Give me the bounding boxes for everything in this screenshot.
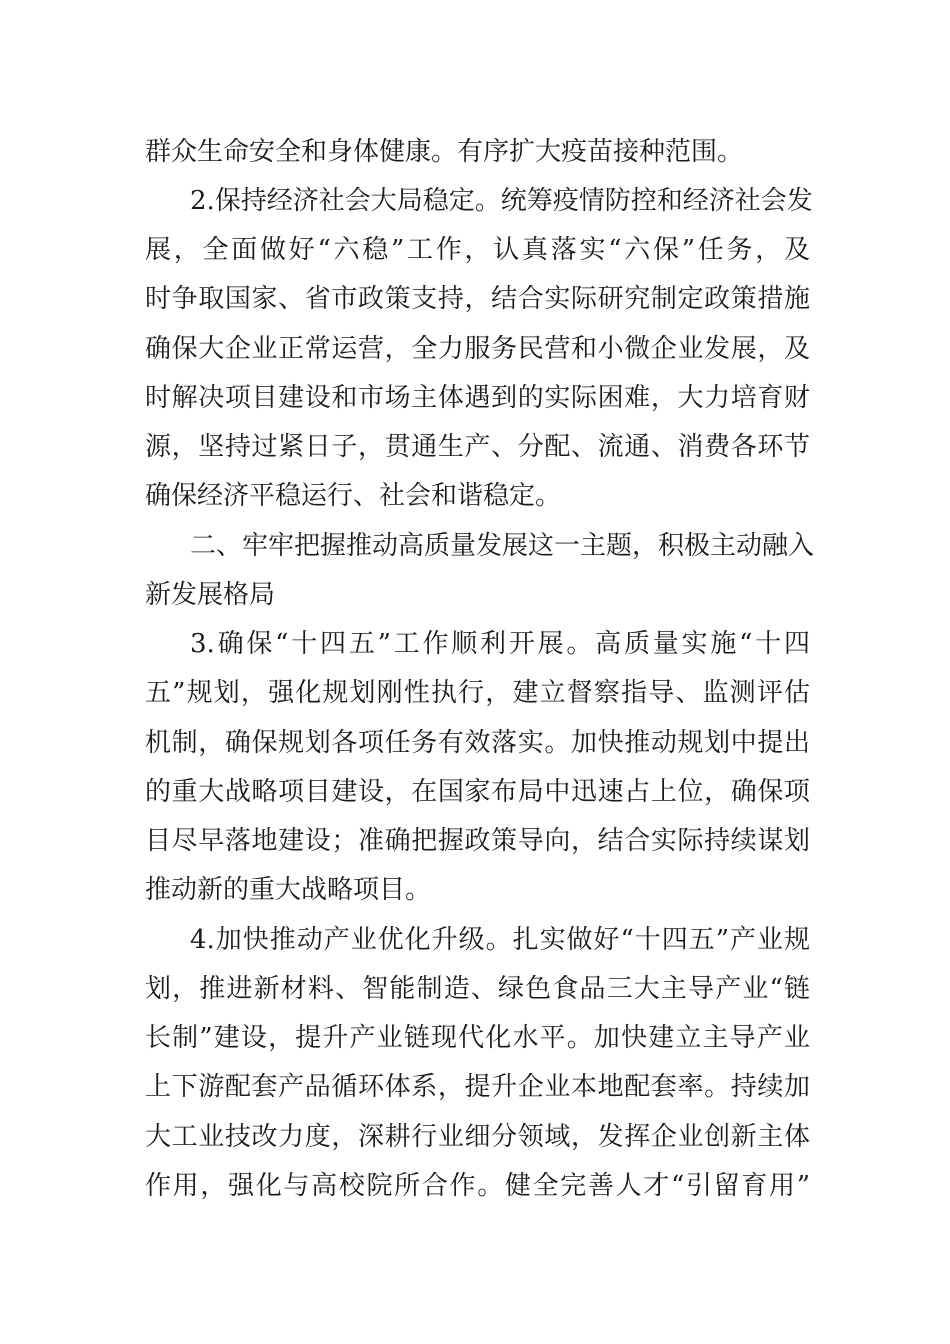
paragraph-3-heading-line: 3.确保“十四五”工作顺利开展。高质量实施“十四 <box>190 629 810 659</box>
text-line-21: 大工业技改力度，深耕行业细分领域，发挥企业创新主体 <box>145 1122 810 1152</box>
text-line-12: 五”规划，强化规划刚性执行，建立督察指导、监测评估 <box>145 678 810 708</box>
text-line-16: 推动新的重大战略项目。 <box>145 875 432 905</box>
text-line-1: 群众生命安全和身体健康。有序扩大疫苗接种范围。 <box>145 137 744 167</box>
text-line-13: 机制，确保规划各项任务有效落实。加快推动规划中提出 <box>145 728 810 758</box>
text-line-4: 时争取国家、省市政策支持，结合实际研究制定政策措施 <box>145 284 810 314</box>
text-line-6: 时解决项目建设和市场主体遇到的实际困难，大力培育财 <box>145 383 810 413</box>
paragraph-2-heading-line: 2.保持经济社会大局稳定。统筹疫情防控和经济社会发 <box>190 186 813 216</box>
section-2-heading-line: 二、牢牢把握推动高质量发展这一主题，积极主动融入 <box>190 531 815 561</box>
text-line-19: 长制”建设，提升产业链现代化水平。加快建立主导产业 <box>145 1023 810 1053</box>
text-line-7: 源，坚持过紧日子，贯通生产、分配、流通、消费各环节 <box>145 432 810 462</box>
text-line-5: 确保大企业正常运营，全力服务民营和小微企业发展，及 <box>145 334 810 364</box>
text-line-15: 目尽早落地建设；准确把握政策导向，结合实际持续谋划 <box>145 826 810 856</box>
text-line-8: 确保经济平稳运行、社会和谐稳定。 <box>145 481 562 511</box>
text-line-3: 展，全面做好“六稳”工作，认真落实“六保”任务，及 <box>145 235 810 265</box>
text-line-20: 上下游配套产品循环体系，提升企业本地配套率。持续加 <box>145 1072 810 1102</box>
section-2-heading-continuation: 新发展格局 <box>145 580 276 610</box>
paragraph-4-heading-line: 4.加快推动产业优化升级。扎实做好“十四五”产业规 <box>190 925 810 955</box>
text-line-14: 的重大战略项目建设，在国家布局中迅速占上位，确保项 <box>145 777 810 807</box>
text-line-22: 作用，强化与高校院所合作。健全完善人才“引留育用” <box>145 1171 810 1201</box>
text-line-18: 划，推进新材料、智能制造、绿色食品三大主导产业“链 <box>145 974 810 1004</box>
